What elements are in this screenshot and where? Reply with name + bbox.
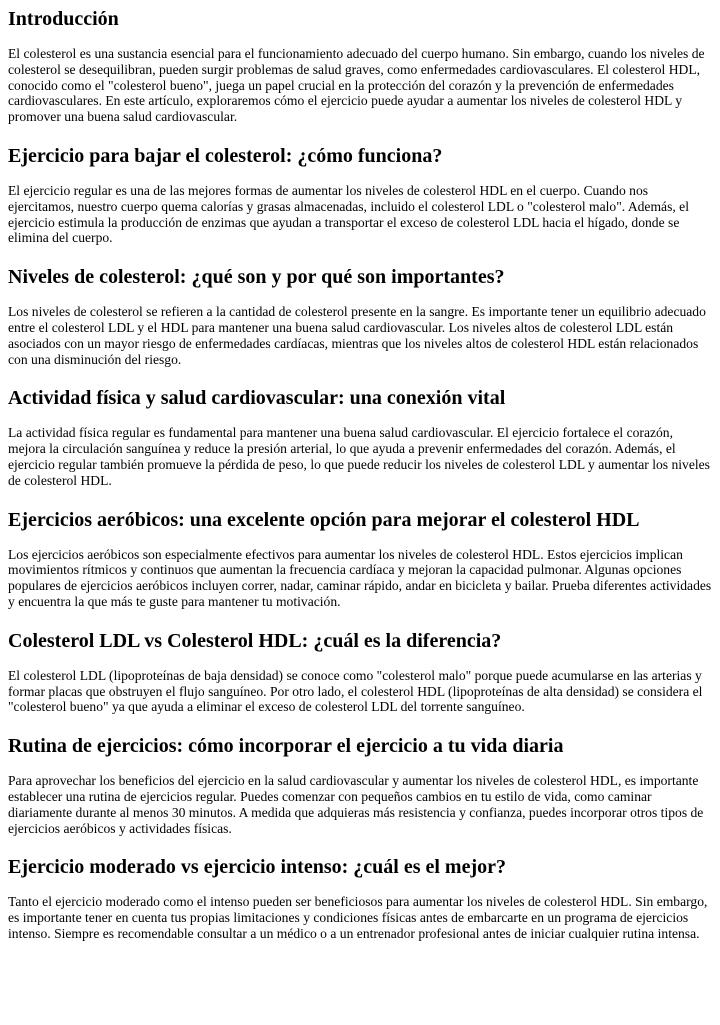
article: [0, 7, 720, 942]
section-paragraph: Los ejercicios aeróbicos son especialmente efectivos para aumentar los niveles de colesterol HDL. Estos ejercicios implican movimientos rítmicos y continuos que aumentan la frecuencia cardíaca y mejoran la capacidad pulmonar. Algunas opciones populares de ejercicios aeróbicos incluyen correr, nadar, caminar rápido, andar en bicicleta y bailar. Prueba diferentes actividades y encuentra la que más te guste para mantener tu motivación.: [8, 546, 712, 609]
section-actividad-fisica: [8, 386, 712, 488]
section-heading: Introducción: [8, 8, 119, 30]
section-paragraph: Tanto el ejercicio moderado como el intenso pueden ser beneficiosos para aumentar los niveles de colesterol HDL. Sin embargo, es importante tener en cuenta tus propias limitaciones y condiciones físicas antes de embarcarte en un programa de ejercicios intenso. Siempre es recomendable consultar a un médico o a un entrenador profesional antes de iniciar cualquier rutina intensa.: [8, 894, 708, 941]
section-paragraph: El colesterol LDL (lipoproteínas de baja densidad) se conoce como "colesterol malo" porque puede acumularse en las arterias y formar placas que obstruyen el flujo sanguíneo. Por otro lado, el colesterol HDL (lipoproteínas de alta densidad) se considera el "colesterol bueno" ya que ayuda a eliminar el exceso de colesterol LDL del torrente sanguíneo.: [8, 667, 703, 715]
section-rutina-ejercicios: [8, 734, 712, 836]
section-ldl-vs-hdl: [8, 629, 712, 715]
section-paragraph: El colesterol es una sustancia esencial para el funcionamiento adecuado del cuerpo humano. Sin embargo, cuando los niveles de colesterol se desequilibran, pueden surgir problemas de salud graves, como enfermedades cardiovasculares. El colesterol HDL, conocido como el "colesterol bueno", juega un papel crucial en la protección del corazón y la prevención de enfermedades cardiovasculares. En este artículo, exploraremos cómo el ejercicio puede ayudar a aumentar los niveles de colesterol HDL y promover una buena salud cardiovascular.: [8, 46, 705, 125]
section-heading: Actividad física y salud cardiovascular: una conexión vital: [8, 387, 506, 410]
section-heading: Rutina de ejercicios: cómo incorporar el ejercicio a tu vida diaria: [8, 735, 564, 758]
section-introduccion: [8, 7, 712, 125]
section-niveles-colesterol: [8, 265, 712, 367]
section-moderado-vs-intenso: [8, 855, 712, 941]
section-heading: Ejercicio para bajar el colesterol: ¿cómo funciona?: [8, 144, 443, 167]
section-paragraph: El ejercicio regular es una de las mejores formas de aumentar los niveles de colesterol HDL en el cuerpo. Cuando nos ejercitamos, nuestro cuerpo quema calorías y grasas almacenadas, incluido el colesterol LDL o "colesterol malo". Además, el ejercicio estimula la producción de enzimas que ayudan a transportar el exceso de colesterol LDL hacia el hígado, donde se elimina del cuerpo.: [8, 182, 689, 246]
section-paragraph: Los niveles de colesterol se refieren a la cantidad de colesterol presente en la sangre. Es importante tener un equilibrio adecuado entre el colesterol LDL y el HDL para mantener una buena salud cardiovascular. Los niveles altos de colesterol LDL están asociados con un mayor riesgo de enfermedades cardíacas, mientras que los niveles altos de colesterol HDL están relacionados con una disminución del riesgo.: [8, 304, 706, 367]
section-paragraph: Para aprovechar los beneficios del ejercicio en la salud cardiovascular y aumentar los niveles de colesterol HDL, es importante establecer una rutina de ejercicios regular. Puedes comenzar con pequeños cambios en tu estilo de vida, como caminar diariamente durante al menos 30 minutos. A medida que adquieras más resistencia y confianza, puedes incorporar otros tipos de ejercicios aeróbicos y actividades físicas.: [8, 773, 704, 836]
section-ejercicios-aerobicos: [8, 508, 712, 610]
section-heading: Colesterol LDL vs Colesterol HDL: ¿cuál es la diferencia?: [8, 629, 502, 652]
section-heading: Niveles de colesterol: ¿qué son y por qué son importantes?: [8, 266, 505, 289]
section-ejercicio-bajar-colesterol: [8, 144, 712, 246]
section-heading: Ejercicios aeróbicos: una excelente opción para mejorar el colesterol HDL: [8, 508, 640, 531]
section-heading: Ejercicio moderado vs ejercicio intenso: ¿cuál es el mejor?: [8, 856, 507, 879]
section-paragraph: La actividad física regular es fundamental para mantener una buena salud cardiovascular. El ejercicio fortalece el corazón, mejora la circulación sanguínea y reduce la presión arterial, lo que ayuda a prevenir enfermedades del corazón. Además, el ejercicio regular también promueve la pérdida de peso, lo que puede reducir los niveles de colesterol LDL y aumentar los niveles de colesterol HDL.: [8, 425, 710, 488]
